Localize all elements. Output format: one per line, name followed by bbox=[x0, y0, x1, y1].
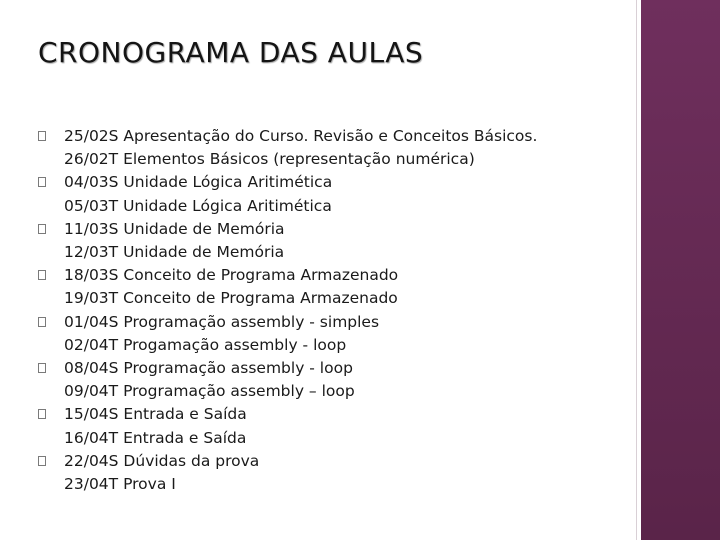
square-bullet-icon bbox=[38, 456, 46, 466]
slide-title: CRONOGRAMA DAS AULAS bbox=[38, 36, 424, 69]
list-item bbox=[38, 403, 628, 449]
accent-band bbox=[641, 0, 720, 540]
schedule-line: 04/03S Unidade Lógica Aritimética bbox=[64, 173, 333, 192]
square-bullet-icon bbox=[38, 224, 46, 234]
schedule-line: 09/04T Programação assembly – loop bbox=[64, 382, 355, 401]
schedule-line: 01/04S Programação assembly - simples bbox=[64, 312, 380, 331]
schedule-line: 08/04S Programação assembly - loop bbox=[64, 359, 353, 378]
list-item bbox=[38, 125, 628, 171]
square-bullet-icon bbox=[38, 363, 46, 373]
schedule-line: 05/03T Unidade Lógica Aritimética bbox=[64, 196, 332, 215]
schedule-line: 11/03S Unidade de Memória bbox=[64, 219, 285, 238]
schedule-line: 23/04T Prova I bbox=[64, 475, 176, 494]
schedule-line: 15/04S Entrada e Saída bbox=[64, 405, 247, 424]
schedule-line: 19/03T Conceito de Programa Armazenado bbox=[64, 289, 398, 308]
schedule-line: 02/04T Progamação assembly - loop bbox=[64, 335, 347, 354]
list-item bbox=[38, 264, 628, 310]
square-bullet-icon bbox=[38, 177, 46, 187]
square-bullet-icon bbox=[38, 131, 46, 141]
list-item bbox=[38, 171, 628, 217]
schedule-line: 12/03T Unidade de Memória bbox=[64, 243, 285, 262]
schedule-line: 16/04T Entrada e Saída bbox=[64, 428, 247, 447]
list-item bbox=[38, 357, 628, 403]
schedule-list bbox=[38, 125, 628, 496]
schedule-line: 26/02T Elementos Básicos (representação numérica) bbox=[64, 150, 475, 169]
square-bullet-icon bbox=[38, 317, 46, 327]
square-bullet-icon bbox=[38, 409, 46, 419]
list-item bbox=[38, 450, 628, 496]
list-item bbox=[38, 218, 628, 264]
square-bullet-icon bbox=[38, 270, 46, 280]
list-item bbox=[38, 311, 628, 357]
schedule-line: 25/02S Apresentação do Curso. Revisão e Conceitos Básicos. bbox=[64, 127, 538, 145]
schedule-line: 18/03S Conceito de Programa Armazenado bbox=[64, 266, 399, 285]
schedule-line: 22/04S Dúvidas da prova bbox=[64, 451, 260, 470]
